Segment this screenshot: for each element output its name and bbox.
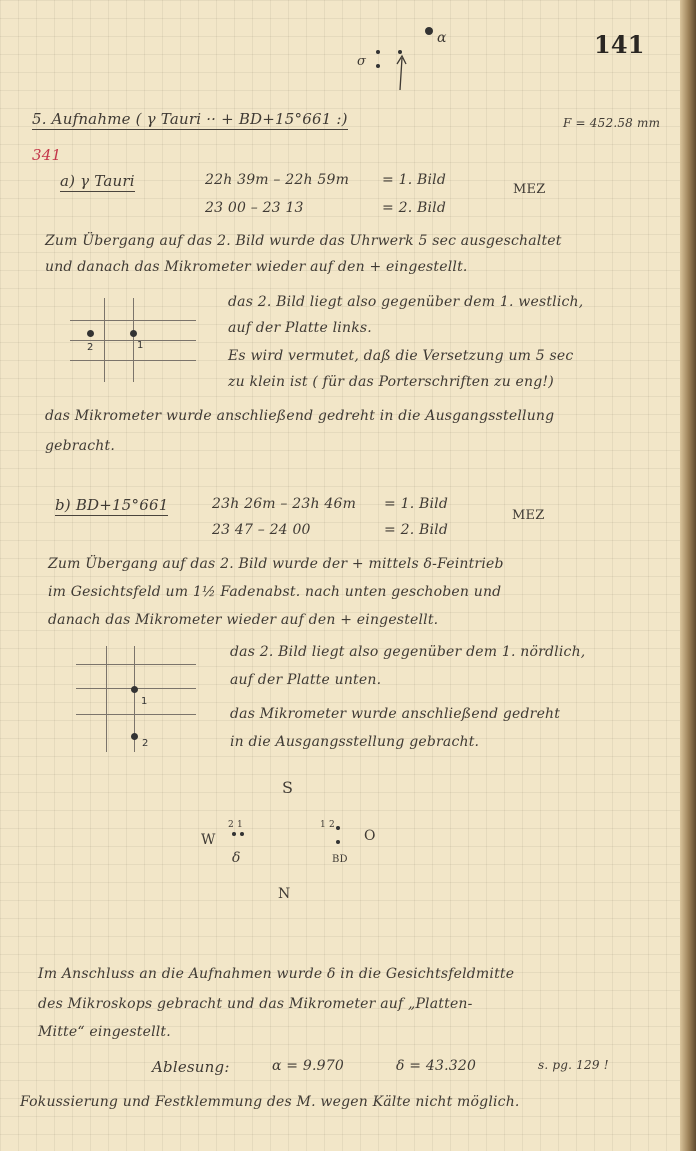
section-b-side-text: das 2. Bild liegt also gegenüber dem 1. nördlich, [230, 644, 586, 660]
closing-text-line: Im Anschluss an die Aufnahmen wurde δ in die Gesichtsfeldmitte [38, 966, 515, 982]
book-spine [680, 0, 696, 1151]
red-note-number: 341 [32, 146, 62, 164]
reading-label: Ablesung: [152, 1058, 230, 1076]
section-a-side-text: Es wird vermutet, daß die Versetzung um 5 sec [228, 348, 574, 364]
section-b-text-line: Zum Übergang auf das 2. Bild wurde der + mittels δ-Feintrieb [48, 556, 504, 572]
top-star-dot [376, 50, 380, 54]
focal-length: F = 452.58 mm [563, 116, 661, 130]
section-a-text-line: Zum Übergang auf das 2. Bild wurde das Uhrwerk 5 sec ausgeschaltet [45, 233, 562, 249]
section-a-side-text: auf der Platte links. [228, 320, 372, 336]
compass-star-dot [336, 840, 340, 844]
compass-delta-label: δ [232, 850, 241, 866]
top-star-dot [376, 64, 380, 68]
section-b-timezone: MEZ [512, 508, 545, 523]
section-b-label: b) BD+15°661 [55, 496, 169, 514]
top-sigma-symbol: σ [357, 54, 367, 69]
section-a-result-2: = 2. Bild [382, 200, 446, 216]
compass-star-dot [232, 832, 236, 836]
section-b-text-line: danach das Mikrometer wieder auf den + eingestellt. [48, 612, 439, 628]
star-label-1: 1 [137, 340, 144, 351]
section-b-text-line: im Gesichtsfeld um 1½ Fadenabst. nach unten geschoben und [48, 584, 502, 600]
section-a-label: a) γ Tauri [60, 172, 135, 190]
section-b-result-2: = 2. Bild [384, 522, 448, 538]
compass-east-stars: 1 2 [320, 820, 335, 830]
section-a-result-1: = 1. Bild [382, 172, 446, 188]
section-a-side-text: zu klein ist ( für das Porterschriften zu eng!) [228, 374, 554, 390]
compass-star-dot [240, 832, 244, 836]
section-a-time-2: 23 00 – 23 13 [205, 200, 304, 216]
star-image-2 [87, 330, 94, 337]
section-a-text-line: gebracht. [45, 438, 115, 454]
closing-text-line: Mitte“ eingestellt. [38, 1024, 171, 1040]
section-a-side-text: das 2. Bild liegt also gegenüber dem 1. westlich, [228, 294, 584, 310]
section-a-field-diagram [70, 298, 196, 382]
reading-page-ref: s. pg. 129 ! [538, 1058, 609, 1072]
section-a-text-line: und danach das Mikrometer wieder auf den + eingestellt. [45, 259, 468, 275]
top-alpha-symbol: α [437, 30, 447, 46]
section-b-side-text: das Mikrometer wurde anschließend gedreht [230, 706, 561, 722]
section-b-result-1: = 1. Bild [384, 496, 448, 512]
compass-west-stars: 2 1 [228, 820, 243, 830]
star-label-1: 1 [141, 696, 148, 707]
section-b-time-2: 23 47 – 24 00 [212, 522, 311, 538]
compass-east-label: O [364, 828, 376, 844]
section-a-time-1: 22h 39m – 22h 59m [205, 172, 350, 188]
up-arrow-icon [394, 52, 414, 92]
section-b-field-diagram [76, 646, 196, 752]
section-b-time-1: 23h 26m – 23h 46m [212, 496, 357, 512]
compass-star-dot [336, 826, 340, 830]
section-b-side-text: in die Ausgangsstellung gebracht. [230, 734, 480, 750]
closing-text-line: des Mikroskops gebracht und das Mikrometer auf „Platten- [38, 996, 473, 1012]
reading-delta: δ = 43.320 [396, 1058, 477, 1074]
star-label-2: 2 [87, 342, 94, 353]
compass-bd-label: BD [332, 854, 348, 865]
section-b-side-text: auf der Platte unten. [230, 672, 382, 688]
page-number: 141 [594, 30, 645, 59]
star-image-1 [130, 330, 137, 337]
reading-alpha: α = 9.970 [272, 1058, 344, 1074]
alpha-reference-dot [425, 27, 433, 35]
section-a-timezone: MEZ [513, 182, 546, 197]
final-note-line: Fokussierung und Festklemmung des M. wegen Kälte nicht möglich. [20, 1094, 520, 1110]
star-image-1 [131, 686, 138, 693]
compass-south-label: S [282, 778, 294, 797]
section-a-text-line: das Mikrometer wurde anschließend gedreht in die Ausgangsstellung [45, 408, 555, 424]
star-label-2: 2 [142, 738, 149, 749]
star-image-2 [131, 733, 138, 740]
compass-north-label: N [278, 886, 291, 902]
exposure-heading: 5. Aufnahme ( γ Tauri ·· + BD+15°661 :) [32, 110, 348, 128]
compass-west-label: W [201, 832, 216, 848]
